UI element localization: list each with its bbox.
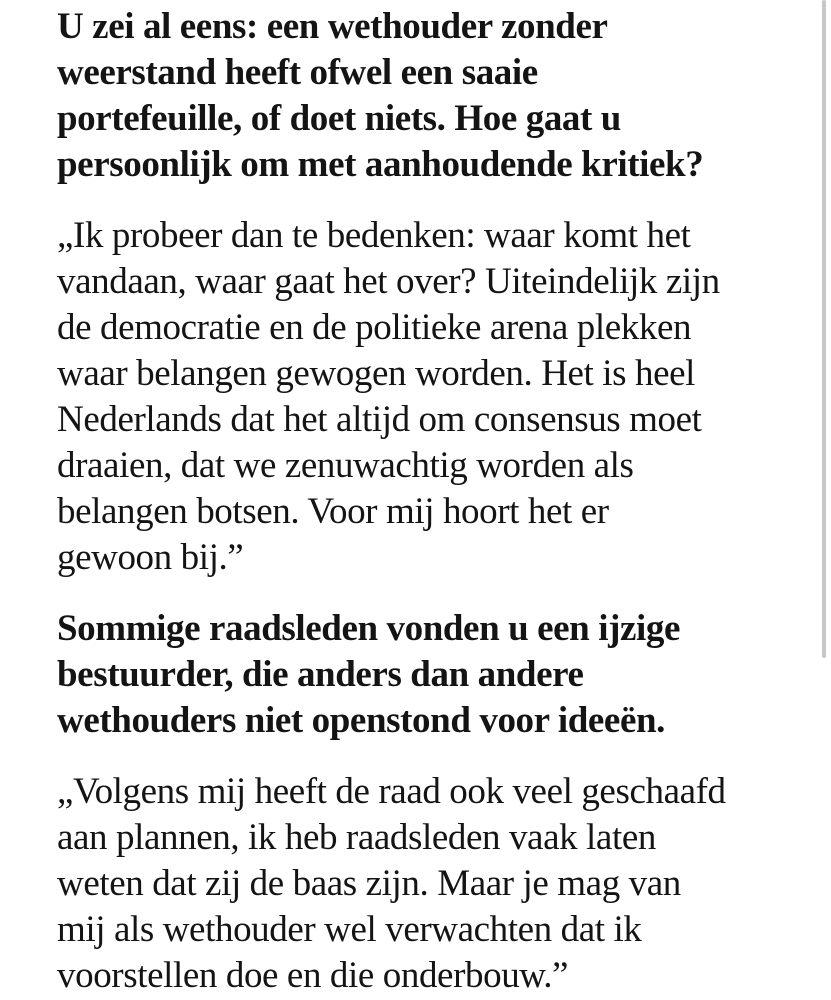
text-line: vandaan, waar gaat het over? Uiteindelijk zijn <box>57 261 720 302</box>
text-line: Sommige raadsleden vonden u een ijzige <box>57 608 681 649</box>
interview-question-paragraph <box>57 4 797 188</box>
text-line: bestuurder, die anders dan andere <box>57 654 584 695</box>
text-line: wethouders niet openstond voor ideeën. <box>57 700 666 741</box>
text-line: „Ik probeer dan te bedenken: waar komt het <box>57 215 691 256</box>
article-body <box>57 4 797 999</box>
text-line: waar belangen gewogen worden. Het is heel <box>57 353 696 394</box>
interview-question-paragraph <box>57 606 797 744</box>
text-line: voorstellen doe en die onderbouw.” <box>57 955 569 996</box>
text-line: persoonlijk om met aanhoudende kritiek? <box>57 144 704 185</box>
text-line: portefeuille, of doet niets. Hoe gaat u <box>57 98 621 139</box>
interview-answer-paragraph <box>57 213 797 581</box>
text-line: draaien, dat we zenuwachtig worden als <box>57 445 634 486</box>
text-line: gewoon bij.” <box>57 537 244 578</box>
text-line: belangen botsen. Voor mij hoort het er <box>57 491 609 532</box>
text-line: U zei al eens: een wethouder zonder <box>57 6 608 47</box>
text-line: weten dat zij de baas zijn. Maar je mag van <box>57 863 681 904</box>
scrollbar-track <box>822 0 826 1000</box>
text-line: de democratie en de politieke arena plekken <box>57 307 692 348</box>
text-line: weerstand heeft ofwel een saaie <box>57 52 538 93</box>
scrollbar-thumb[interactable] <box>822 0 826 658</box>
interview-answer-paragraph <box>57 769 797 999</box>
text-line: „Volgens mij heeft de raad ook veel geschaafd <box>57 771 726 812</box>
text-line: mij als wethouder wel verwachten dat ik <box>57 909 642 950</box>
text-line: aan plannen, ik heb raadsleden vaak laten <box>57 817 656 858</box>
text-line: Nederlands dat het altijd om consensus moet <box>57 399 702 440</box>
